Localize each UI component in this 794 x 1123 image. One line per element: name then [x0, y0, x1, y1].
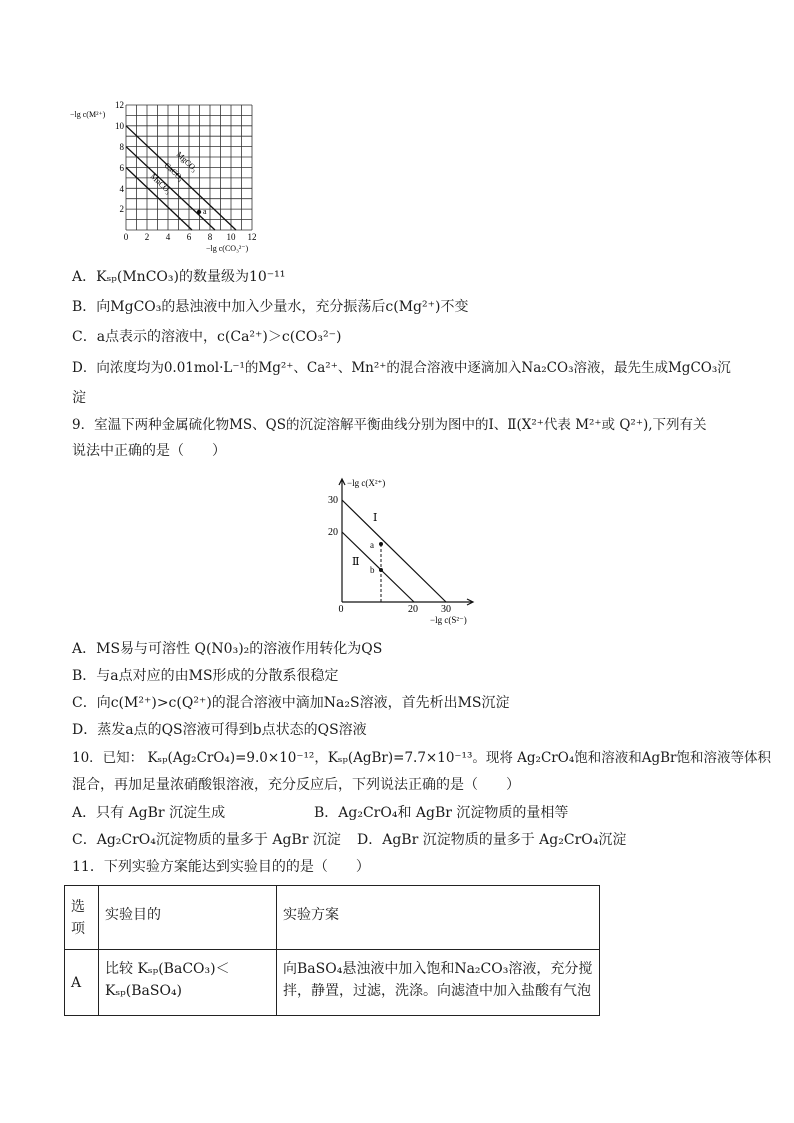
fig1-curve-label-mgco3: MgCO₃ — [174, 149, 200, 174]
figure-1-solubility-chart — [70, 95, 270, 255]
q9-option-c: C．向c(M²⁺)>c(Q²⁺)的混合溶液中滴加Na₂S溶液，首先析出MS沉淀 — [72, 695, 510, 711]
q10-option-c: C．Ag₂CrO₄沉淀物质的量多于 AgBr 沉淀 — [72, 832, 341, 848]
q10-stem: 10．已知： Kₛₚ(Ag₂CrO₄)=9.0×10⁻¹²，Kₛₚ(AgBr)=7.7×10⁻¹³。现将 Ag₂CrO₄饱和溶液和AgBr饱和溶液等体积 — [72, 750, 771, 766]
q8-option-c: C．a点表示的溶液中，c(Ca²⁺)＞c(CO₃²⁻) — [72, 329, 342, 345]
fig2-x-tick: 30 — [441, 604, 451, 615]
fig2-x-tick: 20 — [408, 604, 418, 615]
fig2-point-b — [379, 568, 383, 572]
q9-option-a: A．MS易与可溶性 Q(N0₃)₂的溶液作用转化为QS — [72, 641, 383, 657]
fig1-x-tick: 0 — [123, 232, 129, 242]
q8-option-b: B．向MgCO₃的悬浊液中加入少量水，充分振荡后c(Mg²⁺)不变 — [72, 299, 469, 315]
q9-option-b: B．与a点对应的由MS形成的分散系很稳定 — [72, 668, 339, 684]
table-header-row — [65, 886, 600, 950]
q9-stem-continued: 说法中正确的是（ ） — [72, 443, 226, 459]
table-row — [65, 950, 600, 1016]
table-header-cell: 实验方案 — [277, 886, 600, 950]
fig1-x-tick: 8 — [207, 232, 213, 242]
table-header-cell: 选项 — [65, 886, 99, 950]
fig2-x-axis-label: −lg c(S²⁻) — [430, 615, 467, 625]
table-cell: 向BaSO₄悬浊液中加入饱和Na₂CO₃溶液，充分搅拌，静置，过滤，洗涤。向滤渣中加入盐酸有气泡 — [277, 950, 600, 1016]
fig1-y-tick: 2 — [119, 204, 124, 214]
fig1-y-axis-label: −lg c(M²⁺) — [70, 110, 106, 119]
fig1-point-a — [197, 210, 201, 214]
fig1-point-a-label: a — [203, 207, 207, 216]
fig1-x-axis-label: −lg c(CO₃²⁻) — [206, 244, 249, 253]
fig2-y-axis-label: −lg c(X²⁺) — [347, 478, 386, 488]
fig1-y-tick: 12 — [115, 100, 124, 110]
fig1-y-tick: 10 — [115, 121, 124, 131]
table-cell: A — [65, 950, 99, 1016]
fig1-x-tick: 6 — [186, 232, 192, 242]
fig2-curve-i — [342, 500, 446, 602]
fig2-x-tick: 0 — [338, 604, 344, 615]
fig1-x-tick: 2 — [144, 232, 150, 242]
fig1-curve-label-mnco3: MnCO₃ — [148, 171, 174, 196]
q10-option-d: D．AgBr 沉淀物质的量多于 Ag₂CrO₄沉淀 — [357, 832, 627, 848]
fig2-point-a-label: a — [370, 540, 374, 550]
q11-stem: 11．下列实验方案能达到实验目的的是（ ） — [72, 859, 370, 875]
fig2-y-tick: 30 — [328, 495, 338, 506]
q8-option-d-continued: 淀 — [72, 390, 86, 406]
figure-2-sulfide-chart — [322, 474, 482, 626]
fig1-y-tick: 6 — [119, 163, 124, 173]
fig1-curve-label-caco3: CaCO₃ — [162, 160, 186, 184]
fig2-curve-i-label: Ⅰ — [373, 512, 378, 524]
fig1-x-tick: 10 — [226, 232, 236, 242]
q11-experiment-table — [64, 885, 600, 1016]
fig1-x-tick: 12 — [247, 232, 257, 242]
q10-option-b: B．Ag₂CrO₄和 AgBr 沉淀物质的量相等 — [314, 805, 569, 821]
fig1-x-tick: 4 — [165, 232, 171, 242]
q9-stem: 9．室温下两种金属硫化物MS、QS的沉淀溶解平衡曲线分别为图中的Ⅰ、Ⅱ(X²⁺代表 M²⁺或 Q²⁺),下列有关 — [72, 417, 707, 433]
q10-option-a: A．只有 AgBr 沉淀生成 — [72, 805, 226, 821]
fig2-y-tick: 20 — [328, 527, 338, 538]
q8-option-d: D．向浓度均为0.01mol·L⁻¹的Mg²⁺、Ca²⁺、Mn²⁺的混合溶液中逐滴加入Na₂CO₃溶液，最先生成MgCO₃沉 — [72, 360, 731, 376]
q10-stem-continued: 混合，再加足量浓硝酸银溶液，充分反应后，下列说法正确的是（ ） — [72, 777, 520, 793]
q8-option-a: A．Kₛₚ(MnCO₃)的数量级为10⁻¹¹ — [72, 269, 286, 285]
fig1-y-tick: 4 — [119, 184, 124, 194]
table-cell: 比较 Kₛₚ(BaCO₃)＜Kₛₚ(BaSO₄) — [99, 950, 277, 1016]
fig2-curve-ii-label: Ⅱ — [352, 556, 360, 568]
fig1-y-tick: 8 — [119, 142, 124, 152]
q9-option-d: D．蒸发a点的QS溶液可得到b点状态的QS溶液 — [72, 722, 367, 738]
fig2-point-a — [379, 542, 383, 546]
fig2-point-b-label: b — [370, 565, 375, 575]
table-header-cell: 实验目的 — [99, 886, 277, 950]
